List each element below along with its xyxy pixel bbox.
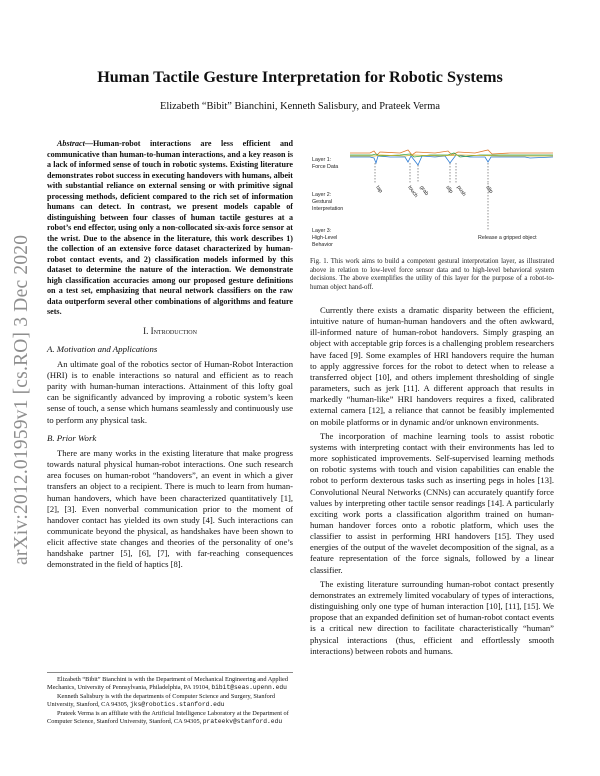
left-column	[47, 139, 293, 574]
paragraph-motivation: An ultimate goal of the robotics sector of Human-Robot Interaction (HRI) is to enable interactions so natural and efficient as to reach parity with human-human interactions. Attainment of this lofty goal can be significantly advanced by improving a robotic system’s keen sense of touch, a sense which humans seamlessly and continuously use to perform any physical task.	[47, 358, 293, 425]
layer1-label-line1: Layer 1:	[312, 157, 332, 163]
gesture-label-push: push	[455, 184, 467, 198]
gesture-labels	[374, 185, 494, 199]
paragraph-literature-vocabulary: The existing literature surrounding human-robot contact presently demonstrates an extremely limited vocabulary of types of interactions, distinguishing only one type of human interaction [10], [11], [15]. We propose that an expanded definition set of human-robot contact events is a critical new direction to facilitate characteristically “human” physical interactions (thus, efficient and effortlessly smooth interactions) between robots and humans.	[310, 578, 554, 656]
gesture-label-touch: touch	[406, 184, 419, 199]
gesture-label-tap: tap	[374, 184, 384, 195]
paragraph-prior-work: There are many works in the existing literature that make progress towards natural physical human-robot interactions. One such research area focuses on human-robot “handovers”, an event in which a giver transfers an object to a recipient. There is much to learn from human-human handovers, which have been characterized quantitatively [1], [2], [3]. Even nonverbal communication prior to the moment of handover contact has yielded its own study [4]. Such interactions can communicate beyond the physical, as handshakes have been shown to elicit affective state changes and theories of the personality of one’s handshake partner [5], [6], [7], with far-reaching consequences demonstrated in the field of haptics [8].	[47, 447, 293, 570]
figure-1	[310, 143, 554, 255]
section-heading-introduction: I. Introduction	[143, 325, 197, 336]
footnote-salisbury	[47, 693, 293, 709]
paper-title: Human Tactile Gesture Interpretation for Robotic Systems	[97, 68, 503, 86]
release-label: Release a gripped object	[478, 235, 537, 241]
paragraph-handover-disparity: Currently there exists a dramatic disparity between the efficient, intuitive nature of human-human handovers and the often awkward, ill-informed nature of human-robot handovers. Simply grasping an object with acceptable grip forces is a challenging problem researchers have faced [9]. Some examples of HRI handovers require the human to apply aggressive forces for the robot to detect when to release a transferred object [10], and others implement thresholding of single parameters, such as jerk [11]. A different approach that results in markedly “human-like” HRI handovers requires a fixed, calibrated external camera [12], a reliance that cannot be feasibly implemented on mobile platforms or in dynamic and/or unknown environments.	[310, 305, 554, 427]
figure-1-caption: Fig. 1. This work aims to build a competent gestural interpretation layer, as illustrated above in relation to low-level force sensor data and to high-level behavioral system decisions. The above exemplifies the utility of this layer for the purpose of a robot-to-human object hand-off.	[310, 258, 554, 291]
layer2-label-line3: Interpretation	[312, 206, 344, 212]
paragraph-machine-learning: The incorporation of machine learning tools to assist robotic systems with interpreting contact with their environments has led to more sophisticated improvements. Self-supervised learning methods on robotic systems with touch and vision capabilities can enable the robot to perform dexterous tasks such as inserting pegs in holes [13]. Convolutional Neural Networks (CNNs) can accurately quantify force values by interpreting other tactile sensor readings [14]. A particularly exciting work ports a classification algorithm trained on human-human handover forces onto a robotic platform, which uses the classifier to assist in performing HRI handovers [15]. They used energies of the output of the wavelet decomposition of the signal, as a feature representation of the force signals, followed by a linear classifier.	[310, 430, 554, 575]
subsection-heading-prior-work: B. Prior Work	[47, 432, 97, 443]
layer3-label-line3: Behavior	[312, 242, 333, 248]
footnote-bianchini	[47, 676, 293, 692]
footnote-text: Elizabeth “Bibit” Bianchini is with the Department of Mechanical Engineering and Applied Mechanics, University of Pennsylvania, Philadelphia, PA 19104,	[47, 676, 288, 692]
gesture-label-grab: grab	[418, 184, 430, 197]
force-traces	[350, 150, 553, 165]
footnote-email-link[interactable]: bibit@seas.upenn.edu	[211, 684, 287, 692]
gesture-lines	[375, 163, 488, 183]
right-column	[310, 305, 554, 660]
layer2-label-line2: Gestural	[312, 199, 333, 205]
footnote-verma	[47, 710, 293, 726]
footnotes	[47, 672, 293, 728]
abstract	[47, 139, 293, 318]
paper-authors: Elizabeth “Bibit” Bianchini, Kenneth Salisbury, and Prateek Verma	[160, 101, 440, 112]
figure-1-diagram	[310, 143, 554, 255]
footnote-text: Prateek Verma is an affiliate with the Artificial Intelligence Laboratory at the Department of Computer Science, Stanford University, Stanford, CA 94305,	[47, 710, 289, 726]
layer3-label-line1: Layer 3:	[312, 228, 332, 234]
footnote-email-link[interactable]: jks@robotics.stanford.edu	[130, 701, 225, 709]
layer3-label-line2: High-Level	[312, 235, 338, 241]
subsection-heading-motivation: A. Motivation and Applications	[47, 343, 158, 354]
footnote-email-link[interactable]: prateekv@stanford.edu	[202, 718, 283, 726]
arxiv-stamp	[10, 185, 34, 565]
gesture-label-slip: slip	[444, 184, 454, 195]
gesture-label-slip: slip	[484, 184, 494, 195]
arxiv-stamp-text: arXiv:2012.01959v1 [cs.RO] 3 Dec 2020	[11, 234, 32, 565]
abstract-label: Abstract	[57, 139, 85, 148]
layer1-label-line2: Force Data	[312, 164, 339, 170]
layer2-label-line1: Layer 2:	[312, 192, 332, 198]
abstract-text: —Human-robot interactions are less efficient and communicative than human-to-human interactions, and a key reason is a lack of informed sense of touch in robotic systems. Existing literature demonstrates robot success in executing handovers with humans, albeit with substantial reliance on external sensing or with primitive signal processing methods, deficient compared to the rich set of information humans can detect. In contrast, we present models capable of distinguishing between four classes of human tactile gestures at a robot’s end effector, using only a non-collocated six-axis force sensor at the wrist. Due to the absence in the literature, this work describes 1) the collection of an extensive force dataset characterized by human-robot contact events, and 2) classification models informed by this dataset to determine the nature of the interaction. We demonstrate high classification accuracies among our proposed gesture definitions on a test set, emphasizing that neural network classifiers on the raw data outperform several other combinations of algorithms and feature sets.	[47, 139, 293, 316]
footnote-text: Kenneth Salisbury is with the departments of Computer Science and Surgery, Stanford University, Stanford, CA 94305,	[47, 693, 276, 709]
force-trace-blue	[350, 155, 553, 165]
